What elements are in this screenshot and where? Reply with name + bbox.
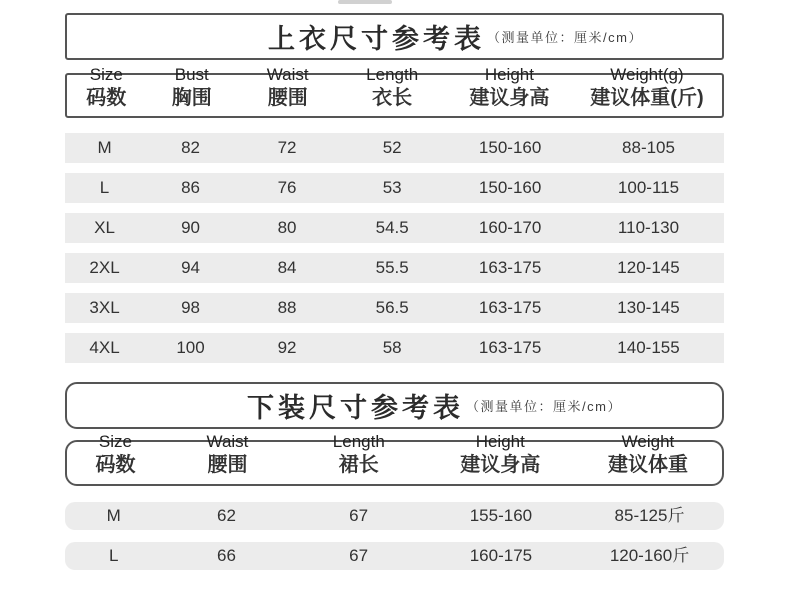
- top-header-waist: [238, 65, 338, 111]
- height-cell: 160-170: [478, 218, 542, 237]
- length-cell: 67: [349, 546, 369, 565]
- top-header-height-en: Height: [484, 65, 534, 84]
- table-row: [65, 293, 724, 323]
- length-cell: 54.5: [375, 218, 409, 237]
- top-table-title: 上衣尺寸参考表: [268, 24, 486, 54]
- bottom-table-title: 下装尺寸参考表: [247, 393, 465, 423]
- bottom-table-title-box: [65, 382, 724, 429]
- table-row: [65, 133, 724, 163]
- top-header-weight-en: Weight(g): [610, 65, 684, 84]
- weight-cell: 110-130: [617, 218, 680, 237]
- top-header-length-zh: 衣长: [372, 87, 413, 109]
- top-table-rows: [65, 133, 724, 363]
- bottom-header-waist: [164, 432, 291, 478]
- top-header-bust: [146, 65, 238, 111]
- top-header-size-en: Size: [89, 65, 123, 84]
- top-header-length-en: Length: [366, 65, 419, 84]
- top-header-bust-en: Bust: [174, 65, 209, 84]
- top-header-size-zh: 码数: [86, 87, 127, 109]
- size-cell: M: [97, 138, 112, 157]
- length-cell: 56.5: [375, 298, 409, 317]
- bottom-table-rows: [65, 502, 724, 570]
- bottom-header-weight-zh: 建议体重: [607, 454, 688, 476]
- bottom-table-header-row: [67, 432, 722, 478]
- bust-cell: 100: [176, 338, 205, 357]
- weight-cell: 140-155: [617, 338, 680, 357]
- bust-cell: 90: [181, 218, 200, 237]
- weight-cell: 100-115: [617, 178, 680, 197]
- top-header-length: [337, 65, 446, 111]
- top-header-height-zh: 建议身高: [469, 87, 550, 109]
- length-cell: 67: [349, 506, 369, 525]
- bottom-header-size: [67, 432, 164, 478]
- top-header-weight: [572, 65, 722, 111]
- weight-cell: 88-105: [622, 138, 675, 157]
- height-cell: 155-160: [469, 506, 533, 525]
- size-cell: L: [109, 546, 119, 565]
- bottom-header-height: [427, 432, 574, 478]
- bottom-header-weight: [574, 432, 722, 478]
- waist-cell: 72: [277, 138, 297, 157]
- bottom-header-waist-en: Waist: [206, 432, 249, 451]
- height-cell: 160-175: [469, 546, 533, 565]
- top-header-waist-en: Waist: [266, 65, 309, 84]
- waist-cell: 88: [277, 298, 297, 317]
- length-cell: 53: [382, 178, 402, 197]
- waist-cell: 80: [277, 218, 297, 237]
- table-row: [65, 173, 724, 203]
- length-cell: 55.5: [375, 258, 409, 277]
- size-cell: L: [99, 178, 110, 197]
- waist-cell: 84: [277, 258, 297, 277]
- bottom-header-weight-en: Weight: [621, 432, 675, 451]
- size-cell: 3XL: [89, 298, 120, 317]
- bottom-header-size-zh: 码数: [95, 454, 136, 476]
- weight-cell: 130-145: [617, 298, 680, 317]
- cropped-text-artifact: [338, 0, 392, 4]
- height-cell: 163-175: [478, 338, 542, 357]
- waist-cell: 76: [277, 178, 297, 197]
- bust-cell: 98: [181, 298, 200, 317]
- top-header-size: [67, 65, 146, 111]
- waist-cell: 62: [216, 506, 236, 525]
- bust-cell: 86: [181, 178, 200, 197]
- top-header-height: [447, 65, 572, 111]
- waist-cell: 92: [277, 338, 297, 357]
- bottom-header-size-en: Size: [98, 432, 132, 451]
- top-table-title-box: [65, 13, 724, 60]
- bottom-header-height-en: Height: [475, 432, 525, 451]
- top-table-unit-note: （测量单位：厘米/cm）: [487, 30, 643, 45]
- bottom-table-unit-note: （测量单位：厘米/cm）: [466, 399, 622, 414]
- top-header-weight-zh: 建议体重(斤): [590, 87, 704, 109]
- weight-cell: 120-145: [617, 258, 680, 277]
- bust-cell: 82: [181, 138, 200, 157]
- bottom-header-length: [291, 432, 427, 478]
- size-cell: 4XL: [89, 338, 120, 357]
- length-cell: 52: [382, 138, 402, 157]
- weight-cell: 120-160斤: [609, 546, 690, 565]
- table-row: [65, 333, 724, 363]
- bottom-header-height-zh: 建议身高: [460, 454, 541, 476]
- top-header-bust-zh: 胸围: [171, 87, 212, 109]
- top-header-waist-zh: 腰围: [267, 87, 308, 109]
- weight-cell: 85-125斤: [614, 506, 685, 525]
- height-cell: 163-175: [478, 258, 542, 277]
- table-row: [65, 542, 724, 570]
- waist-cell: 66: [216, 546, 236, 565]
- bottom-header-length-en: Length: [332, 432, 385, 451]
- size-cell: M: [106, 506, 121, 525]
- bottom-header-length-zh: 裙长: [338, 454, 379, 476]
- bottom-header-waist-zh: 腰围: [207, 454, 248, 476]
- bust-cell: 94: [181, 258, 200, 277]
- bottom-table-header: [65, 432, 724, 486]
- top-table-header-row: [67, 65, 722, 111]
- length-cell: 58: [382, 338, 402, 357]
- height-cell: 163-175: [478, 298, 542, 317]
- height-cell: 150-160: [478, 138, 542, 157]
- size-cell: XL: [94, 218, 115, 237]
- table-row: [65, 502, 724, 530]
- table-row: [65, 253, 724, 283]
- size-cell: 2XL: [89, 258, 120, 277]
- top-table-header: [65, 65, 724, 118]
- height-cell: 150-160: [478, 178, 542, 197]
- table-row: [65, 213, 724, 243]
